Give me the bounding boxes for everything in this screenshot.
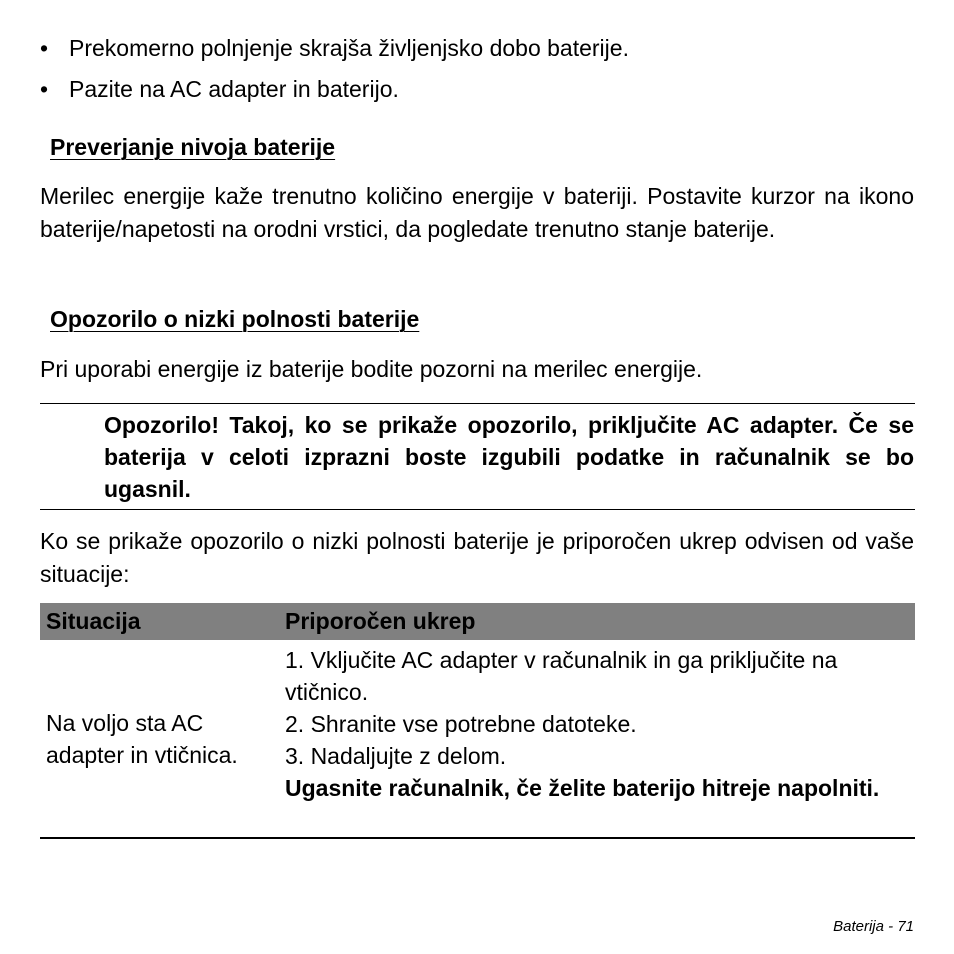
recommendation-table (40, 603, 915, 839)
action-step: 1. Vključite AC adapter v računalnik in ga priključite na vtičnico. (285, 647, 838, 705)
warning-notice: Opozorilo! Takoj, ko se prikaže opozorilo, priključite AC adapter. Če se baterija v celoti izprazni boste izgubili podatke in računalnik se bo ugasnil. (104, 412, 914, 502)
bullet-icon: • (40, 35, 49, 61)
table-header (40, 603, 915, 640)
bullet-text: Prekomerno polnjenje skrajša življenjsko dobo baterije. (69, 35, 629, 61)
situation-cell: Na voljo sta AC adapter in vtičnica. (46, 709, 238, 768)
list-item (40, 33, 914, 74)
action-step: 2. Shranite vse potrebne datoteke. (285, 711, 637, 737)
warning-top-rule (40, 403, 915, 404)
list-item (40, 74, 914, 115)
section-heading-battery-level: Preverjanje nivoja baterije (50, 134, 336, 160)
column-header-situation: Situacija (46, 608, 141, 634)
table-row (40, 640, 915, 839)
bullet-icon: • (40, 76, 49, 102)
action-note: Ugasnite računalnik, če želite baterijo hitreje napolniti. (285, 775, 880, 801)
bullet-list (40, 33, 914, 115)
warning-bottom-rule (40, 509, 915, 510)
action-cell (285, 640, 915, 837)
low-battery-paragraph: Pri uporabi energije iz baterije bodite pozorni na merilec energije. (40, 356, 703, 382)
recommendation-intro: Ko se prikaže opozorilo o nizki polnosti baterije je priporočen ukrep odvisen od vaše situacije: (40, 528, 914, 587)
page-footer: Baterija - 71 (833, 918, 914, 935)
bullet-text: Pazite na AC adapter in baterijo. (69, 76, 399, 102)
action-step: 3. Nadaljujte z delom. (285, 743, 507, 769)
column-header-action: Priporočen ukrep (285, 608, 476, 634)
battery-level-paragraph: Merilec energije kaže trenutno količino energije v bateriji. Postavite kurzor na ikono baterije/napetosti na orodni vrstici, da pogledate trenutno stanje baterije. (40, 183, 914, 242)
section-heading-low-battery: Opozorilo o nizki polnosti baterije (50, 306, 420, 332)
